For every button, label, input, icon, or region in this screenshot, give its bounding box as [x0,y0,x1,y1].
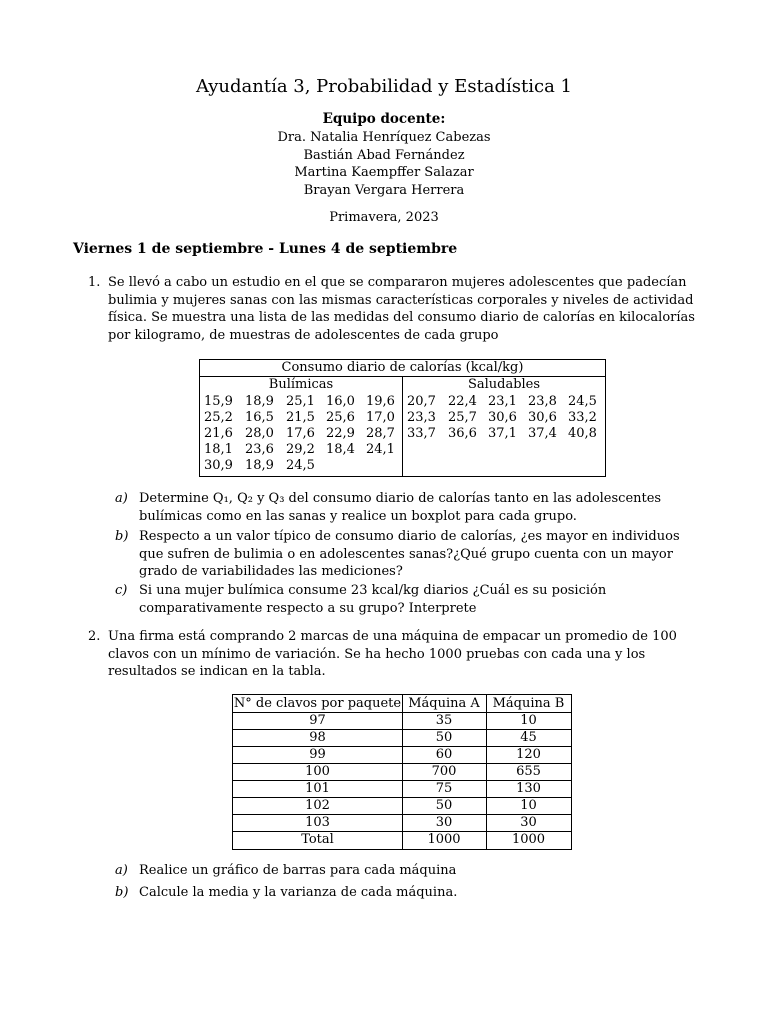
item-text: Determine Q₁, Q₂ y Q₃ del consumo diario de calorías tanto en las adolescentes bulímicas como en las sanas y realice un boxplot para cada grupo. [139,491,662,524]
table-header-cell: N° de clavos por paquete [233,696,402,711]
table-cell: 75 [435,781,453,796]
table-cell: 1000 [511,832,546,847]
table-cell: 30 [435,815,453,830]
saludables-value: 20,7 [407,394,436,409]
bulimicas-value: 28,0 [245,426,274,441]
bulimicas-value: 24,1 [366,442,395,457]
section-title: Viernes 1 de septiembre - Lunes 4 de septiembre [73,241,458,257]
saludables-value: 30,6 [488,410,517,425]
problem-text: Una firma está comprando 2 marcas de una máquina de empacar un promedio de 100 clavos con un mínimo de variación. Se ha hecho 1000 pruebas con cada una y los resultados se indican en la tabla. [108,629,677,679]
saludables-value: 25,7 [448,410,477,425]
saludables-value: 40,8 [568,426,597,441]
saludables-value: 24,5 [568,394,597,409]
table-cell: 120 [516,747,541,762]
table-cell: 102 [305,798,330,813]
saludables-value: 37,1 [488,426,517,441]
staff-member: Dra. Natalia Henríquez Cabezas [277,130,491,145]
table-cell: 1000 [427,832,461,847]
table-cell: 35 [435,713,453,728]
item-label: a) [115,863,128,878]
table-cell: 97 [309,713,326,728]
bulimicas-value: 28,7 [366,426,395,441]
table-header-cell: Máquina B [492,696,565,711]
saludables-value: 30,6 [528,410,557,425]
machines-table [232,694,572,850]
problem-text: Se llevó a cabo un estudio en el que se compararon mujeres adolescentes que padecían bulimia y mujeres sanas con las mismas características corporales y niveles de actividad física. Se muestra una lista de las medidas del consumo diario de calorías en kilocalorías por kilogramo, de muestras de adolescentes de cada grupo [108,275,695,343]
table-cell: 130 [516,781,541,796]
table-cell: 50 [435,798,453,813]
bulimicas-value: 16,0 [326,394,355,409]
semester: Primavera, 2023 [329,210,439,225]
bulimicas-value: 18,1 [204,442,233,457]
bulimicas-value: 25,2 [204,410,233,425]
saludables-value: 37,4 [528,426,557,441]
table-cell: 99 [309,747,326,762]
group-header-bulimicas: Bulímicas [268,377,334,392]
table-cell: 60 [435,747,453,762]
item-text: Realice un gráfico de barras para cada máquina [139,863,457,878]
bulimicas-value: 18,4 [326,442,355,457]
bulimicas-value: 29,2 [286,442,315,457]
table-divider [402,377,403,476]
bulimicas-value: 23,6 [245,442,274,457]
table-cell: 103 [305,815,330,830]
bulimicas-value: 25,6 [326,410,355,425]
table-cell: 45 [520,730,537,745]
item-text: Respecto a un valor típico de consumo diario de calorías, ¿es mayor en individuos que sufren de bulimia o en adolescentes sanas?¿Qué grupo cuenta con un mayor grado de variabilidades las mediciones? [139,529,680,579]
staff-list [0,129,768,199]
table-cell: 700 [431,764,457,779]
problem-number: 1. [88,275,101,290]
staff-member: Brayan Vergara Herrera [303,182,465,198]
table-cell: 98 [309,730,326,745]
bulimicas-value: 21,6 [204,426,233,441]
bulimicas-value: 21,5 [286,410,315,425]
bulimicas-value: 24,5 [286,458,315,473]
item-label: a) [115,491,128,506]
table-cell: 100 [305,764,330,779]
item-text: Si una mujer bulímica consume 23 kcal/kg diarios ¿Cuál es su posición comparativamente respecto a su grupo? Interprete [139,583,607,616]
bulimicas-value: 30,9 [204,458,233,473]
bulimicas-value: 17,0 [366,410,395,425]
bulimicas-value: 22,9 [326,426,355,441]
saludables-value: 33,2 [568,410,597,425]
staff-heading: Equipo docente: [322,111,446,127]
saludables-value: 36,6 [448,426,477,441]
bulimicas-value: 18,9 [245,394,274,409]
staff-member: Martina Kaempffer Salazar [294,165,474,180]
saludables-value: 23,1 [488,394,517,409]
bulimicas-value: 19,6 [366,394,395,409]
calories-table [199,359,606,477]
document-title: Ayudantía 3, Probabilidad y Estadística 1 [195,76,573,97]
table-cell: 10 [520,798,537,813]
item-text: Calcule la media y la varianza de cada máquina. [139,885,458,900]
saludables-value: 23,8 [528,394,557,409]
table-cell: 30 [520,815,537,830]
table-cell: Total [301,832,334,847]
bulimicas-value: 18,9 [245,458,274,473]
table-caption: Consumo diario de calorías (kcal/kg) [200,360,605,377]
table-cell: 50 [435,730,453,745]
bulimicas-value: 15,9 [204,394,233,409]
saludables-value: 23,3 [407,410,436,425]
table-cell: 10 [520,713,537,728]
bulimicas-value: 25,1 [286,394,315,409]
item-label: b) [115,885,129,900]
table-cell: 655 [516,764,541,779]
table-cell: 101 [305,781,330,796]
bulimicas-value: 16,5 [245,410,274,425]
staff-member: Bastián Abad Fernández [303,147,465,163]
item-label: c) [115,583,128,598]
saludables-value: 22,4 [448,394,477,409]
bulimicas-value: 17,6 [286,426,315,441]
problem-number: 2. [88,629,101,644]
item-label: b) [115,529,129,544]
group-header-saludables: Saludables [467,377,541,392]
table-header-cell: Máquina A [408,696,480,711]
saludables-value: 33,7 [407,426,436,441]
